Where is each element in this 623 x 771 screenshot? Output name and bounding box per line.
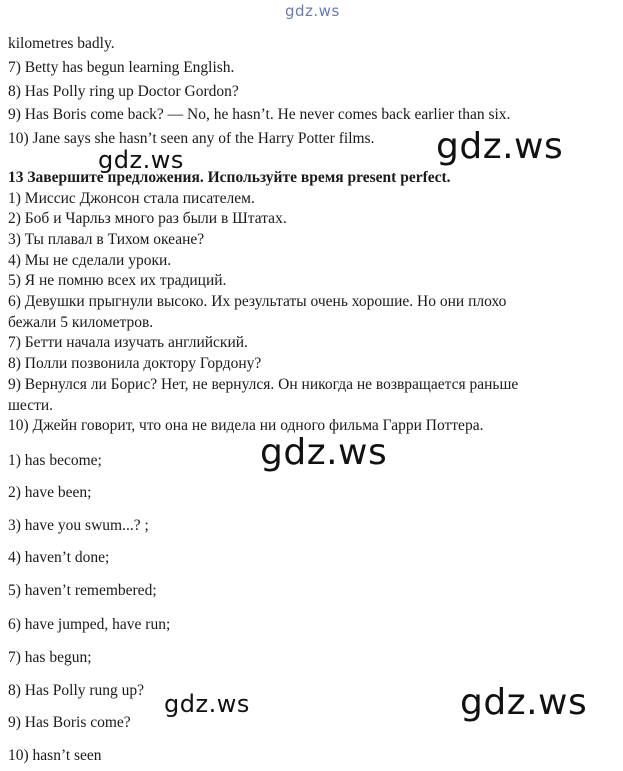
russian-line-2: 2) Боб и Чарльз много раз были в Штатах. xyxy=(8,210,287,227)
watermark-large-1: gdz.ws xyxy=(436,126,564,167)
russian-line-6-cont: бежали 5 километров. xyxy=(8,314,154,331)
english-line-2: 7) Betty has begun learning English. xyxy=(8,59,235,76)
watermark-small-2: gdz.ws xyxy=(164,690,250,718)
english-line-5: 10) Jane says she hasn’t seen any of the Harry Potter films. xyxy=(8,130,375,147)
answer-2: 2) have been; xyxy=(8,484,92,501)
answer-5: 5) haven’t remembered; xyxy=(8,582,157,599)
watermark-large-3: gdz.ws xyxy=(460,682,588,723)
answer-4: 4) haven’t done; xyxy=(8,549,110,566)
russian-line-4: 4) Мы не сделали уроки. xyxy=(8,252,172,269)
exercise-title: 13 Завершите предложения. Используйте время present perfect. xyxy=(8,169,451,186)
russian-line-9: 9) Вернулся ли Борис? Нет, не вернулся. Он никогда не возвращается раньше xyxy=(8,376,519,393)
english-line-4: 9) Has Boris come back? — No, he hasn’t. He never comes back earlier than six. xyxy=(8,106,511,123)
watermark-large-2: gdz.ws xyxy=(260,432,388,473)
russian-line-10: 10) Джейн говорит, что она не видела ни одного фильма Гарри Поттера. xyxy=(8,417,484,434)
english-line-3: 8) Has Polly ring up Doctor Gordon? xyxy=(8,83,239,100)
answer-7: 7) has begun; xyxy=(8,649,92,666)
russian-line-3: 3) Ты плавал в Тихом океане? xyxy=(8,231,205,248)
answer-8: 8) Has Polly rung up? xyxy=(8,682,145,699)
russian-line-5: 5) Я не помню всех их традиций. xyxy=(8,272,227,289)
russian-line-9-cont: шести. xyxy=(8,397,54,414)
russian-line-6: 6) Девушки прыгнули высоко. Их результаты очень хорошие. Но они плохо xyxy=(8,293,507,310)
answer-3: 3) have you swum...? ; xyxy=(8,517,149,534)
russian-line-7: 7) Бетти начала изучать английский. xyxy=(8,334,248,351)
answer-6: 6) have jumped, have run; xyxy=(8,616,171,633)
answer-9: 9) Has Boris come? xyxy=(8,714,131,731)
watermark-small-1: gdz.ws xyxy=(98,146,184,174)
answer-10: 10) hasn’t seen xyxy=(8,747,102,764)
russian-line-1: 1) Миссис Джонсон стала писателем. xyxy=(8,190,255,207)
answer-1: 1) has become; xyxy=(8,452,102,469)
watermark-top[interactable]: gdz.ws xyxy=(285,2,340,20)
russian-line-8: 8) Полли позвонила доктору Гордону? xyxy=(8,355,262,372)
english-line-1: kilometres badly. xyxy=(8,35,115,52)
